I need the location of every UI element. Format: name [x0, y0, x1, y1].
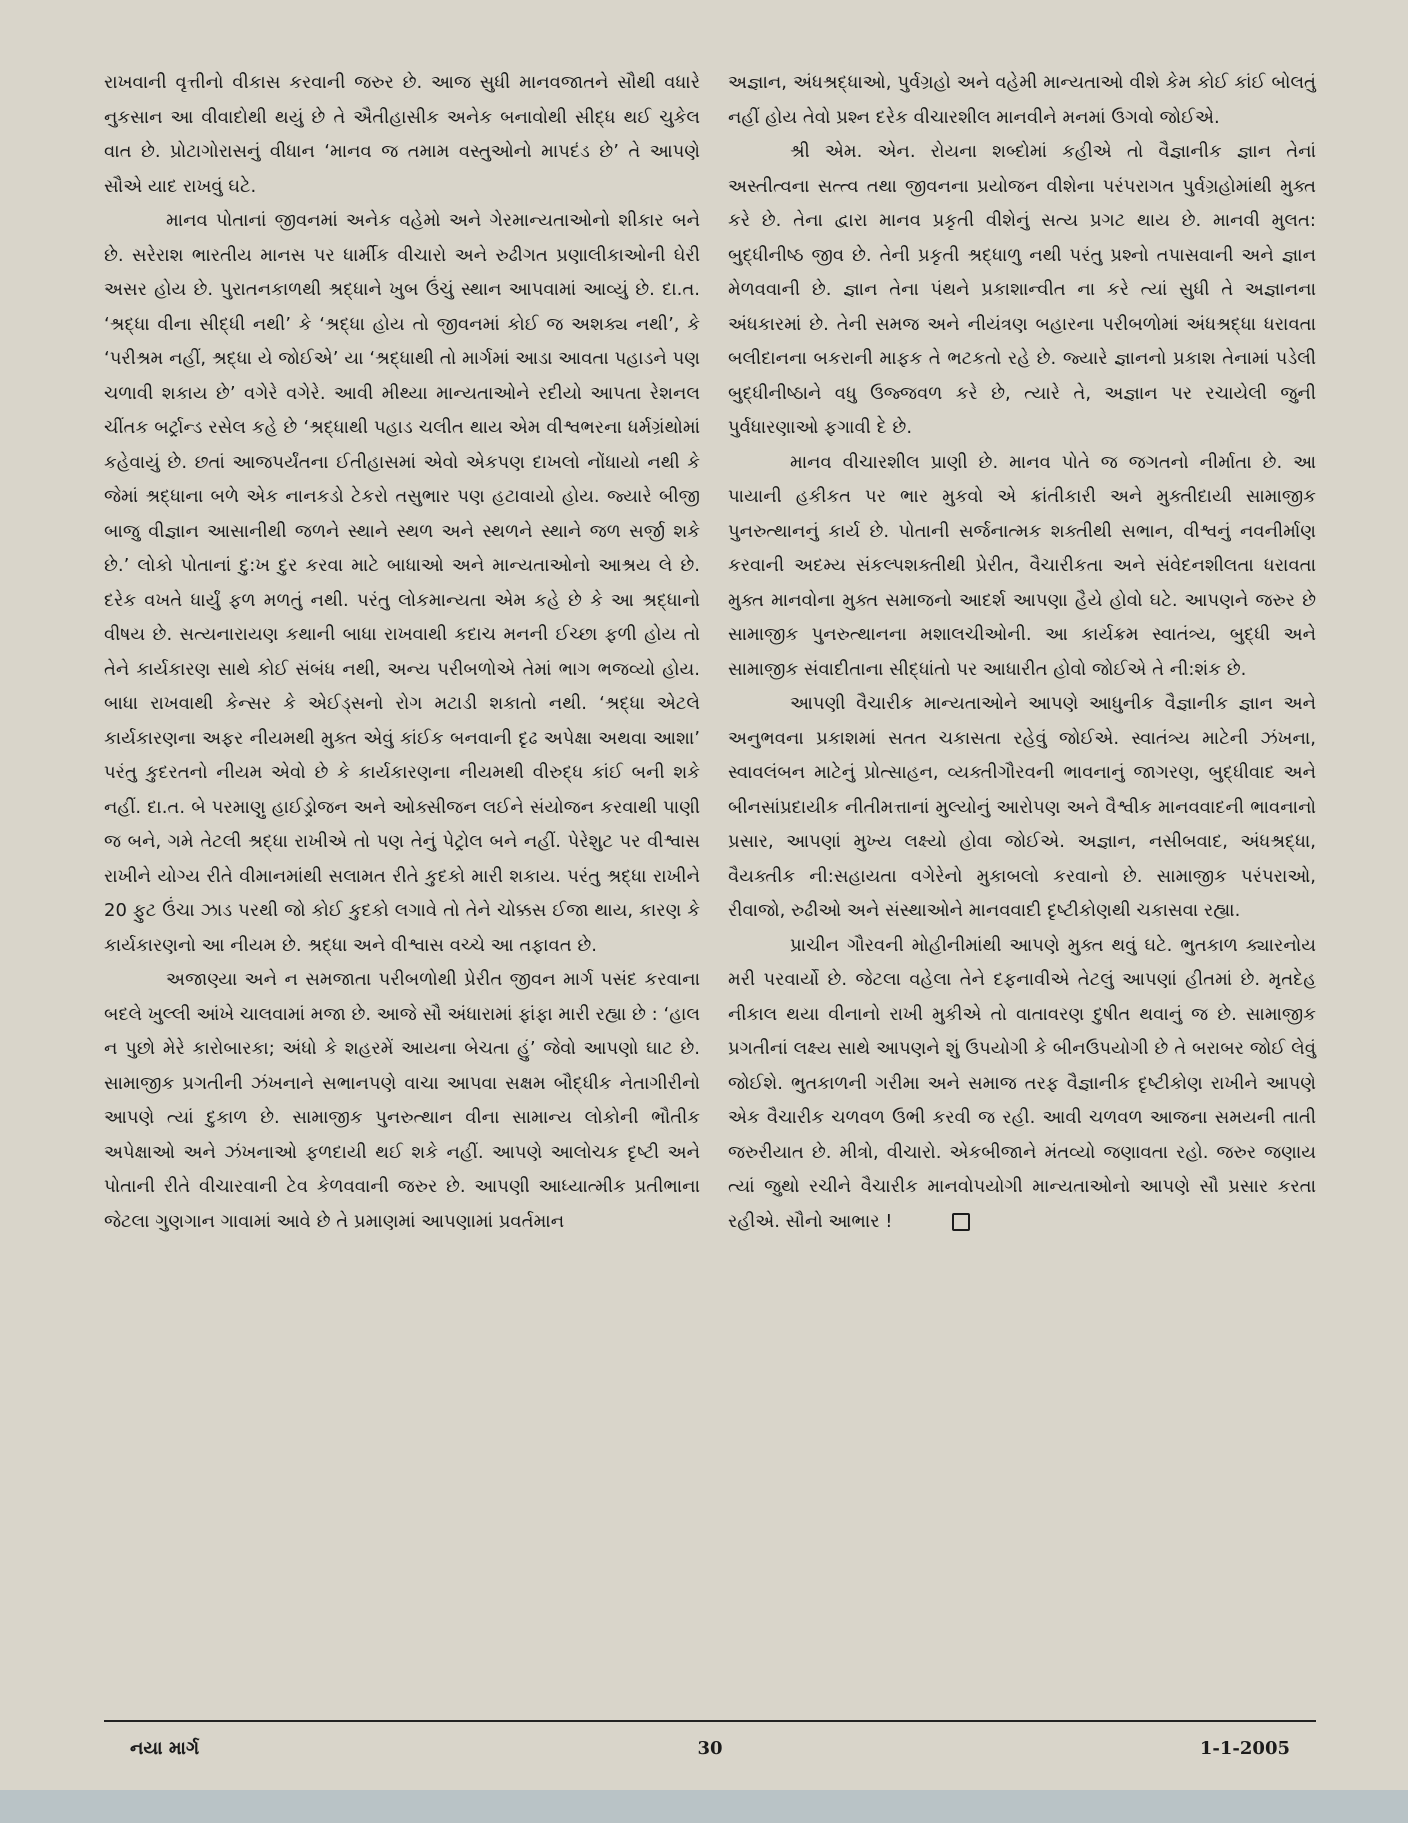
end-mark-icon [952, 1213, 970, 1231]
paragraph-final [728, 929, 1316, 1240]
right-column [728, 66, 1316, 1239]
paragraph-text: પ્રાચીન ગૌરવની મોહીનીમાંથી આપણે મુક્ત થવું ઘટે. ભુતકાળ ક્યારનોય મરી પરવાર્યો છે. જેટલા વહેલા તેને દફનાવીએ તેટલું આપણાં હીતમાં છે. મૃતદેહ નીકાલ થયા વીનાનો રાખી મુકીએ તો વાતાવરણ દુષીત થવાનું જ છે. સામાજીક પ્રગતીનાં લક્ષ્ય સાથે આપણને શું ઉપયોગી કે બીનઉપયોગી છે તે બરાબર જોઈ લેવું જોઈશે. ભુતકાળની ગરીમા અને સમાજ તરફ વૈજ્ઞાનીક દૃષ્ટીકોણ રાખીને આપણે એક વૈચારીક ચળવળ ઉભી કરવી જ રહી. આવી ચળવળ આજના સમયની તાતી જરુરીયાત છે. મીત્રો, વીચારો. એકબીજાને મંતવ્યો જણાવતા રહો. જરુર જણાય ત્યાં જુથો રચીને વૈચારીક માનવોપયોગી માન્યતાઓનો આપણે સૌ પ્રસાર કરતા રહીએ. સૌનો આભાર ! [728, 934, 1316, 1232]
paragraph: માનવ વીચારશીલ પ્રાણી છે. માનવ પોતે જ જગતનો નીર્માતા છે. આ પાયાની હકીકત પર ભાર મુકવો એ ક્રાંતીકારી અને મુક્તીદાયી સામાજીક પુનરુત્થાનનું કાર્ય છે. પોતાની સર્જનાત્મક શક્તીથી સભાન, વીશ્વનું નવનીર્માણ કરવાની અદમ્ય સંકલ્પશક્તીથી પ્રેરીત, વૈચારીકતા અને સંવેદનશીલતા ધરાવતા મુક્ત માનવોના મુક્ત સમાજનો આદર્શ આપણા હૈયે હોવો ઘટે. આપણને જરુર છે સામાજીક પુનરુત્થાનના મશાલચીઓની. આ કાર્યક્રમ સ્વાતંત્ર્ય, બુદ્ધી અને સામાજીક સંવાદીતાના સીદ્ધાંતો પર આધારીત હોવો જોઈએ તે ની:શંક છે. [728, 451, 1316, 680]
footer-divider [104, 1720, 1316, 1722]
paragraph: રાખવાની વૃત્તીનો વીકાસ કરવાની જરુર છે. આજ સુધી માનવજાતને સૌથી વધારે નુકસાન આ વીવાદોથી થયું છે તે ઐતીહાસીક અનેક બનાવોથી સીદ્ધ થઈ ચુકેલ વાત છે. પ્રોટાગોરાસનું વીધાન ‘માનવ જ તમામ વસ્તુઓનો માપદંડ છે’ તે આપણે સૌએ યાદ રાખવું ઘટે. [104, 72, 700, 197]
paragraph: અજ્ઞાન, અંધશ્રદ્ધાઓ, પુર્વગ્રહો અને વહેમી માન્યતાઓ વીશે કેમ કોઈ કાંઈ બોલતું નહીં હોય તેવો પ્રશ્ન દરેક વીચારશીલ માનવીને મનમાં ઉગવો જોઈએ. [728, 72, 1316, 128]
paragraph: માનવ પોતાનાં જીવનમાં અનેક વહેમો અને ગેરમાન્યતાઓનો શીકાર બને છે. સરેરાશ ભારતીય માનસ પર ધાર્મીક વીચારો અને રુઢીગત પ્રણાલીકાઓની ઘેરી અસર હોય છે. પુરાતનકાળથી શ્રદ્ધાને ખુબ ઉંચું સ્થાન આપવામાં આવ્યું છે. દા.ત. ‘શ્રદ્ધા વીના સીદ્ધી નથી’ કે ‘શ્રદ્ધા હોય તો જીવનમાં કોઈ જ અશક્ય નથી’, કે ‘પરીશ્રમ નહીં, શ્રદ્ધા યે જોઈએ’ યા ‘શ્રદ્ધાથી તો માર્ગમાં આડા આવતા પહાડને પણ ચળાવી શકાય છે’ વગેરે વગેરે. આવી મીથ્યા માન્યતાઓને રદીયો આપતા રેશનલ ચીંતક બર્ટ્રાન્ડ રસેલ કહે છે ‘શ્રદ્ધાથી પહાડ ચલીત થાય એમ વીશ્વભરના ધર્મગ્રંથોમાં કહેવાયું છે. છતાં આજપર્યંતના ઈતીહાસમાં એવો એકપણ દાખલો નોંધાયો નથી કે જેમાં શ્રદ્ધાના બળે એક નાનકડો ટેકરો તસુભાર પણ હટાવાયો હોય. જ્યારે બીજી બાજુ વીજ્ઞાન આસાનીથી જળને સ્થાને સ્થળ અને સ્થળને સ્થાને જળ સર્જી શકે છે.’ લોકો પોતાનાં દુ:ખ દુર કરવા માટે બાધાઓ અને માન્યતાઓનો આશ્રય લે છે. દરેક વખતે ધાર્યું ફળ મળતું નથી. પરંતુ લોકમાન્યતા એમ કહે છે કે આ શ્રદ્ધાનો વીષય છે. સત્યનારાયણ કથાની બાધા રાખવાથી કદાચ મનની ઈચ્છા ફળી હોય તો તેને કાર્યકારણ સાથે કોઈ સંબંધ નથી, અન્ય પરીબળોએ તેમાં ભાગ ભજવ્યો હોય. બાધા રાખવાથી કેન્સર કે એઈડ્સનો રોગ મટાડી શકાતો નથી. ‘શ્રદ્ધા એટલે કાર્યકારણના અફર નીયમથી મુક્ત એવું કાંઈક બનવાની દૃઢ અપેક્ષા અથવા આશા’ પરંતુ કુદરતનો નીયમ એવો છે કે કાર્યકારણના નીયમથી વીરુદ્ધ કાંઈ બની શકે નહીં. દા.ત. બે પરમાણુ હાઈડ્રોજન અને ઓક્સીજન લઈને સંયોજન કરવાથી પાણી જ બને, ગમે તેટલી શ્રદ્ધા રાખીએ તો પણ તેનું પેટ્રોલ બને નહીં. પેરેશુટ પર વીશ્વાસ રાખીને યોગ્ય રીતે વીમાનમાંથી સલામત રીતે કુદકો મારી શકાય. પરંતુ શ્રદ્ધા રાખીને 20 ફુટ ઉંચા ઝાડ પરથી જો કોઈ કુદકો લગાવે તો તેને ચોક્કસ ઈજા થાય, કારણ કે કાર્યકારણનો આ નીયમ છે. શ્રદ્ધા અને વીશ્વાસ વચ્ચે આ તફાવત છે. [104, 210, 700, 956]
paragraph: શ્રી એમ. એન. રોયના શબ્દોમાં કહીએ તો વૈજ્ઞાનીક જ્ઞાન તેનાં અસ્તીત્વના સત્ત્વ તથા જીવનના પ્રયોજન વીશેના પરંપરાગત પુર્વગ્રહોમાંથી મુક્ત કરે છે. તેના દ્વારા માનવ પ્રકૃતી વીશેનું સત્ય પ્રગટ થાય છે. માનવી મુલત: બુદ્ધીનીષ્ઠ જીવ છે. તેની પ્રકૃતી શ્રદ્ધાળુ નથી પરંતુ પ્રશ્નો તપાસવાની અને જ્ઞાન મેળવવાની છે. જ્ઞાન તેના પંથને પ્રકાશાન્વીત ના કરે ત્યાં સુધી તે અજ્ઞાનના અંધકારમાં છે. તેની સમજ અને નીયંત્રણ બહારના પરીબળોમાં અંધશ્રદ્ધા ધરાવતા બલીદાનના બકરાની માફક તે ભટકતો રહે છે. જ્યારે જ્ઞાનનો પ્રકાશ તેનામાં પડેલી બુદ્ધીનીષ્ઠાને વધુ ઉજ્જવળ કરે છે, ત્યારે તે, અજ્ઞાન પર રચાયેલી જુની પુર્વધારણાઓ ફગાવી દે છે. [728, 141, 1316, 438]
issue-date: 1-1-2005 [1199, 1738, 1290, 1759]
page-number: 30 [697, 1738, 723, 1759]
left-column [104, 66, 700, 1239]
magazine-name: નયા માર્ગ [130, 1738, 200, 1759]
paragraph: આપણી વૈચારીક માન્યતાઓને આપણે આધુનીક વૈજ્ઞાનીક જ્ઞાન અને અનુભવના પ્રકાશમાં સતત ચકાસતા રહેવું જોઈએ. સ્વાતંત્ર્ય માટેની ઝંખના, સ્વાવલંબન માટેનું પ્રોત્સાહન, વ્યક્તીગૌરવની ભાવનાનું જાગરણ, બુદ્ધીવાદ અને બીનસાંપ્રદાયીક નીતીમત્તાનાં મુલ્યોનું આરોપણ અને વૈશ્વીક માનવવાદની ભાવનાનો પ્રસાર, આપણાં મુખ્ય લક્ષ્યો હોવા જોઈએ. અજ્ઞાન, નસીબવાદ, અંધશ્રદ્ધા, વૈયક્તીક ની:સહાયતા વગેરેનો મુકાબલો કરવાનો છે. સામાજીક પરંપરાઓ, રીવાજો, રુઢીઓ અને સંસ્થાઓને માનવવાદી દૃષ્ટીકોણથી ચકાસવા રહ્યા. [728, 693, 1316, 921]
scan-background-strip [0, 1790, 1408, 1823]
paragraph: અજાણ્યા અને ન સમજાતા પરીબળોથી પ્રેરીત જીવન માર્ગ પસંદ કરવાના બદલે ખુલ્લી આંખે ચાલવામાં મજા છે. આજે સૌ અંધારામાં ફાંફા મારી રહ્યા છે : ‘હાલ ન પુછો મેરે કારોબારકા; અંધો કે શહરમેં આયના બેચતા હું’ જેવો આપણો ઘાટ છે. સામાજીક પ્રગતીની ઝંખનાને સભાનપણે વાચા આપવા સક્ષમ બૌદ્ધીક નેતાગીરીનો આપણે ત્યાં દુકાળ છે. સામાજીક પુનરુત્થાન વીના સામાન્ય લોકોની ભૌતીક અપેક્ષાઓ અને ઝંખનાઓ ફળદાયી થઈ શકે નહીં. આપણે આલોચક દૃષ્ટી અને પોતાની રીતે વીચારવાની ટેવ કેળવવાની જરુર છે. આપણી આધ્યાત્મીક પ્રતીભાના જેટલા ગુણગાન ગાવામાં આવે છે તે પ્રમાણમાં આપણામાં પ્રવર્તમાન [104, 969, 701, 1232]
